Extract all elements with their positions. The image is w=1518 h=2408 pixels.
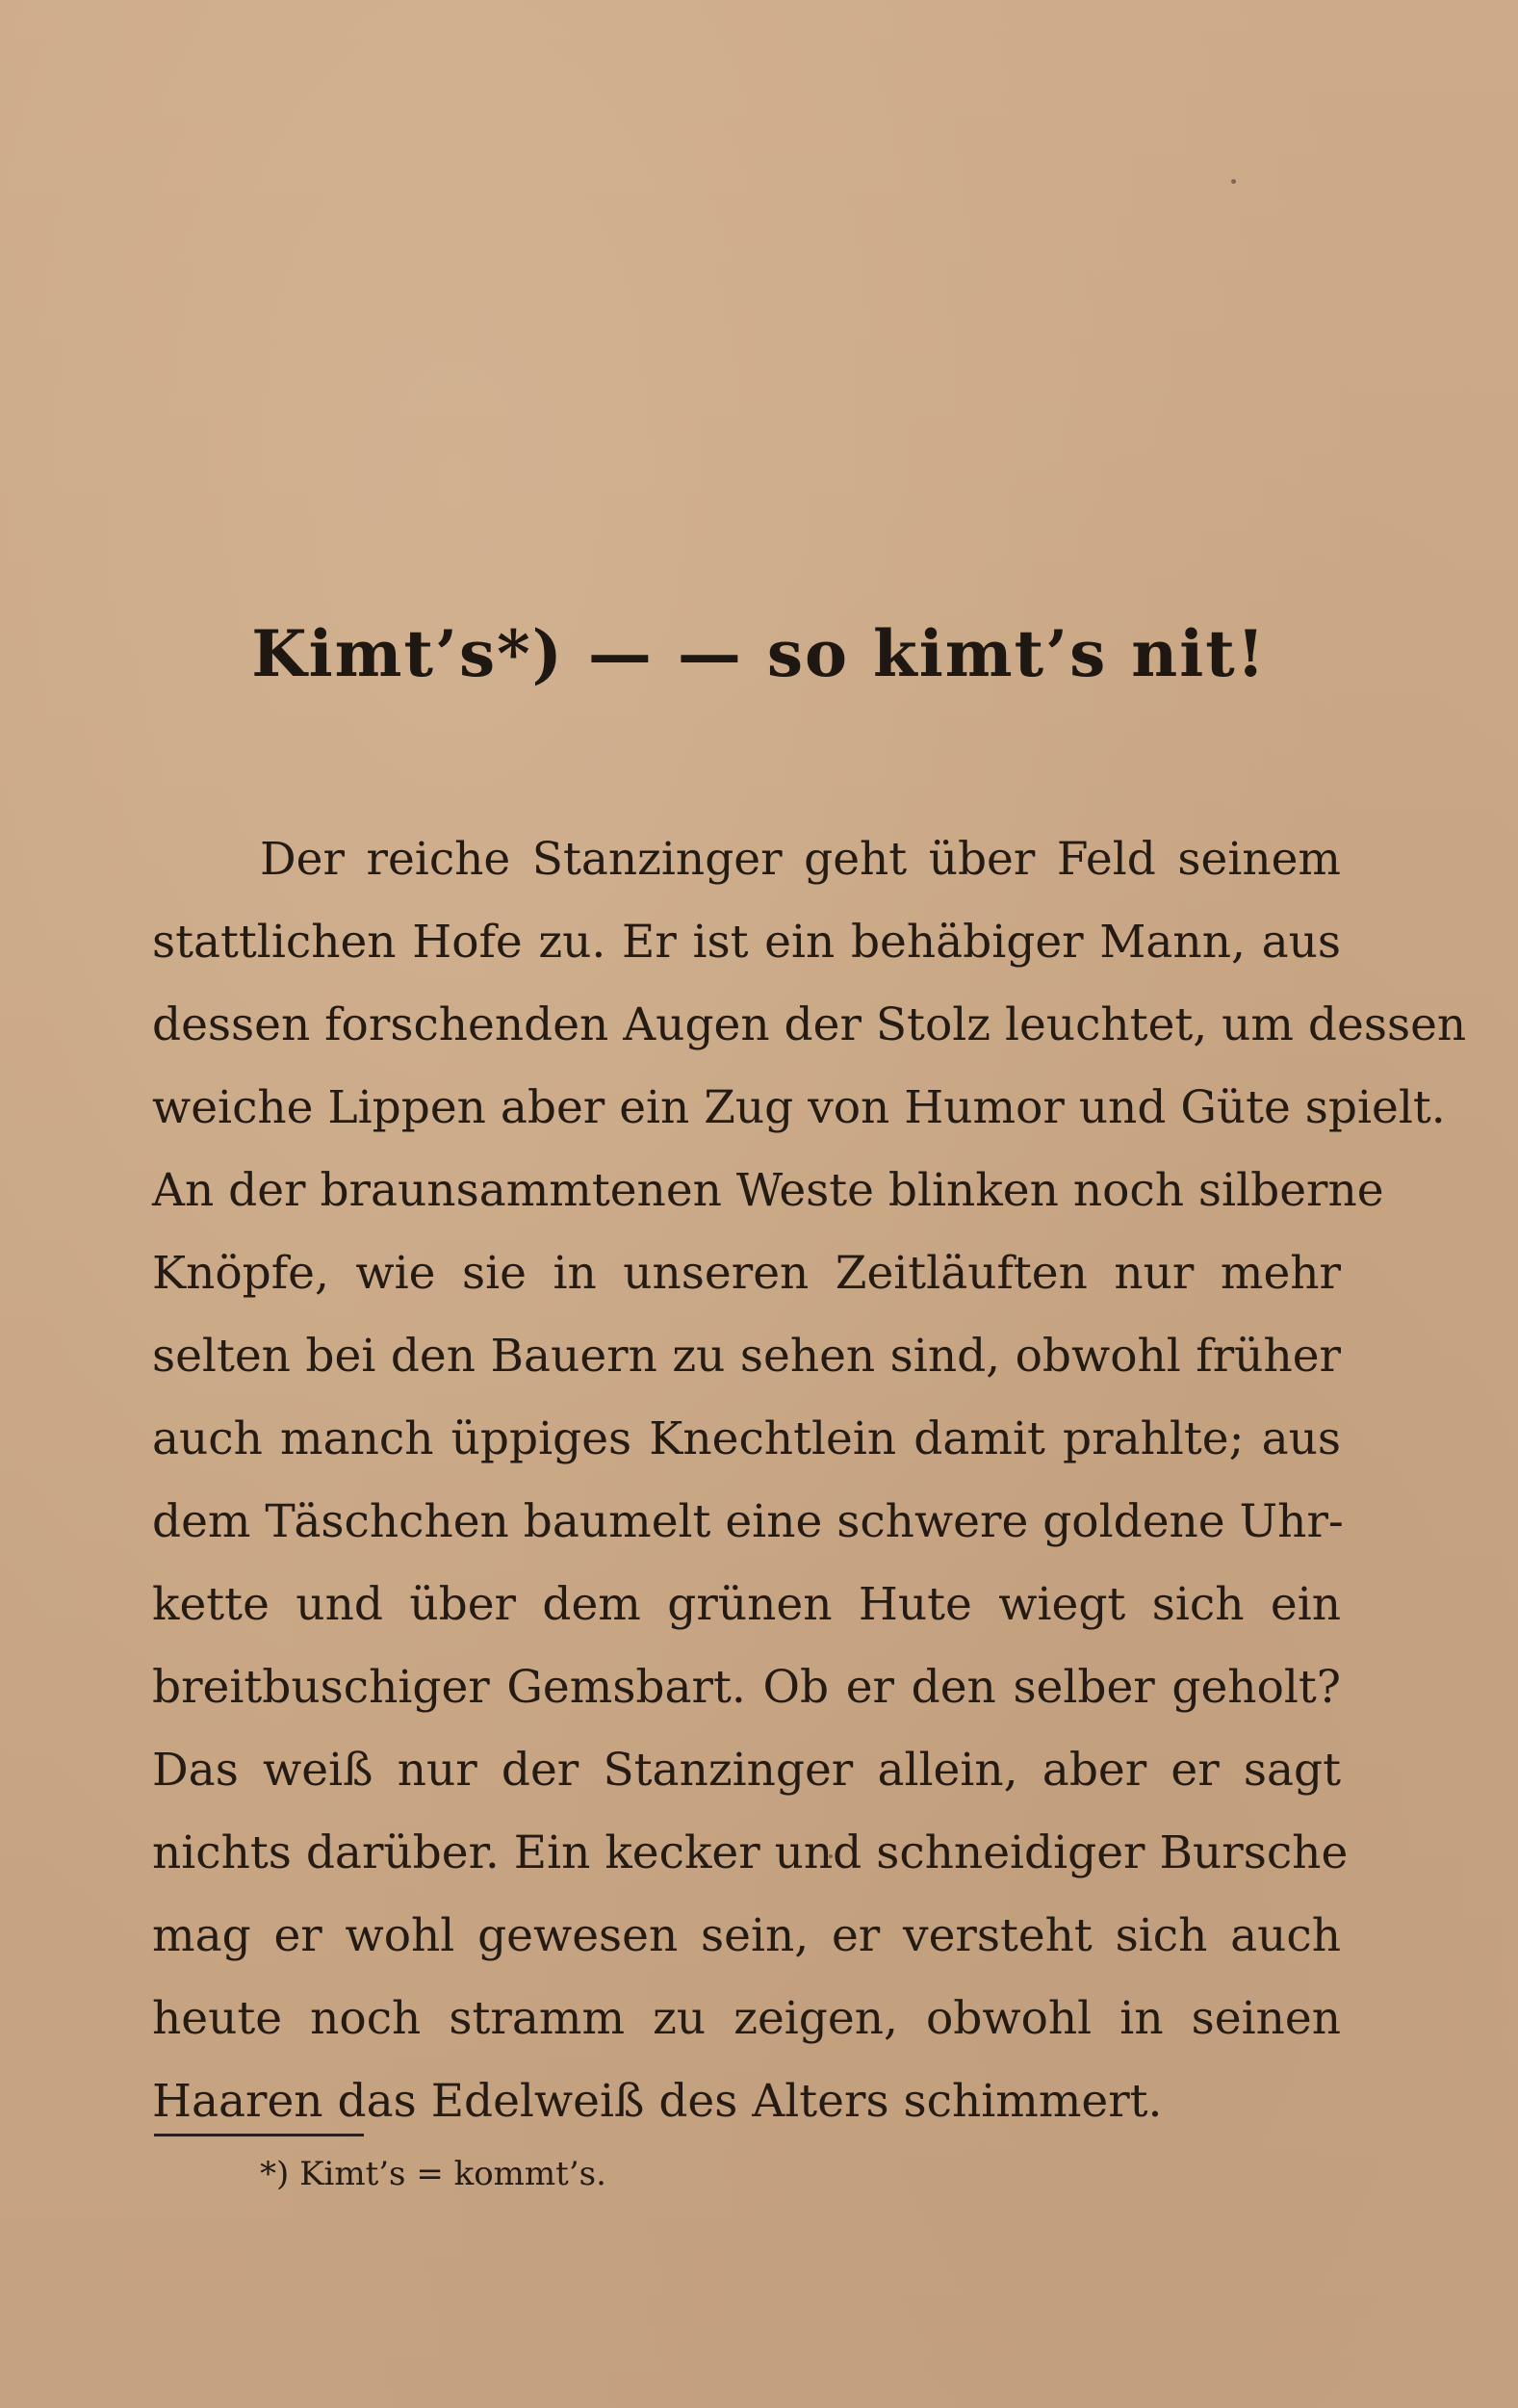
text-line: kette und über dem grünen Hute wiegt sich ein (152, 1578, 1341, 1631)
footnote: *) Kimt’s = kommt’s. (260, 2155, 606, 2193)
text-line: breitbuschiger Gemsbart. Ob er den selber geholt? (152, 1661, 1341, 1714)
text-line: weiche Lippen aber ein Zug von Humor und Güte spielt. (152, 1081, 1446, 1134)
text-line: Haaren das Edelweiß des Alters schimmert. (152, 2075, 1163, 2128)
text-line: stattlichen Hofe zu. Er ist ein behäbiger Mann, aus (152, 916, 1341, 969)
text-line: auch manch üppiges Knechtlein damit prahlte; aus (152, 1412, 1341, 1465)
chapter-title: Kimt’s*) — — so kimt’s nit! (251, 616, 1267, 691)
text-line: dessen forschenden Augen der Stolz leuchtet, um dessen (152, 998, 1467, 1051)
text-line: mag er wohl gewesen sein, er versteht sich auch (152, 1909, 1341, 1962)
body-paragraph (152, 818, 1467, 2143)
text-line: heute noch stramm zu zeigen, obwohl in seinen (152, 1992, 1341, 2045)
text-line: Das weiß nur der Stanzinger allein, aber er sagt (152, 1744, 1341, 1797)
footnote-rule (154, 2134, 364, 2136)
text-line: Knöpfe, wie sie in unseren Zeitläuften nur mehr (152, 1247, 1341, 1300)
text-line: selten bei den Bauern zu sehen sind, obwohl früher (152, 1330, 1341, 1383)
text-line: Der reiche Stanzinger geht über Feld seinem (260, 833, 1341, 886)
text-line: dem Täschchen baumelt eine schwere goldene Uhr- (152, 1495, 1344, 1548)
text-line: nichts darüber. Ein kecker und schneidiger Bursche (152, 1826, 1349, 1879)
text-line: An der braunsammtenen Weste blinken noch silberne (152, 1164, 1384, 1217)
paper-speck (1231, 179, 1236, 184)
